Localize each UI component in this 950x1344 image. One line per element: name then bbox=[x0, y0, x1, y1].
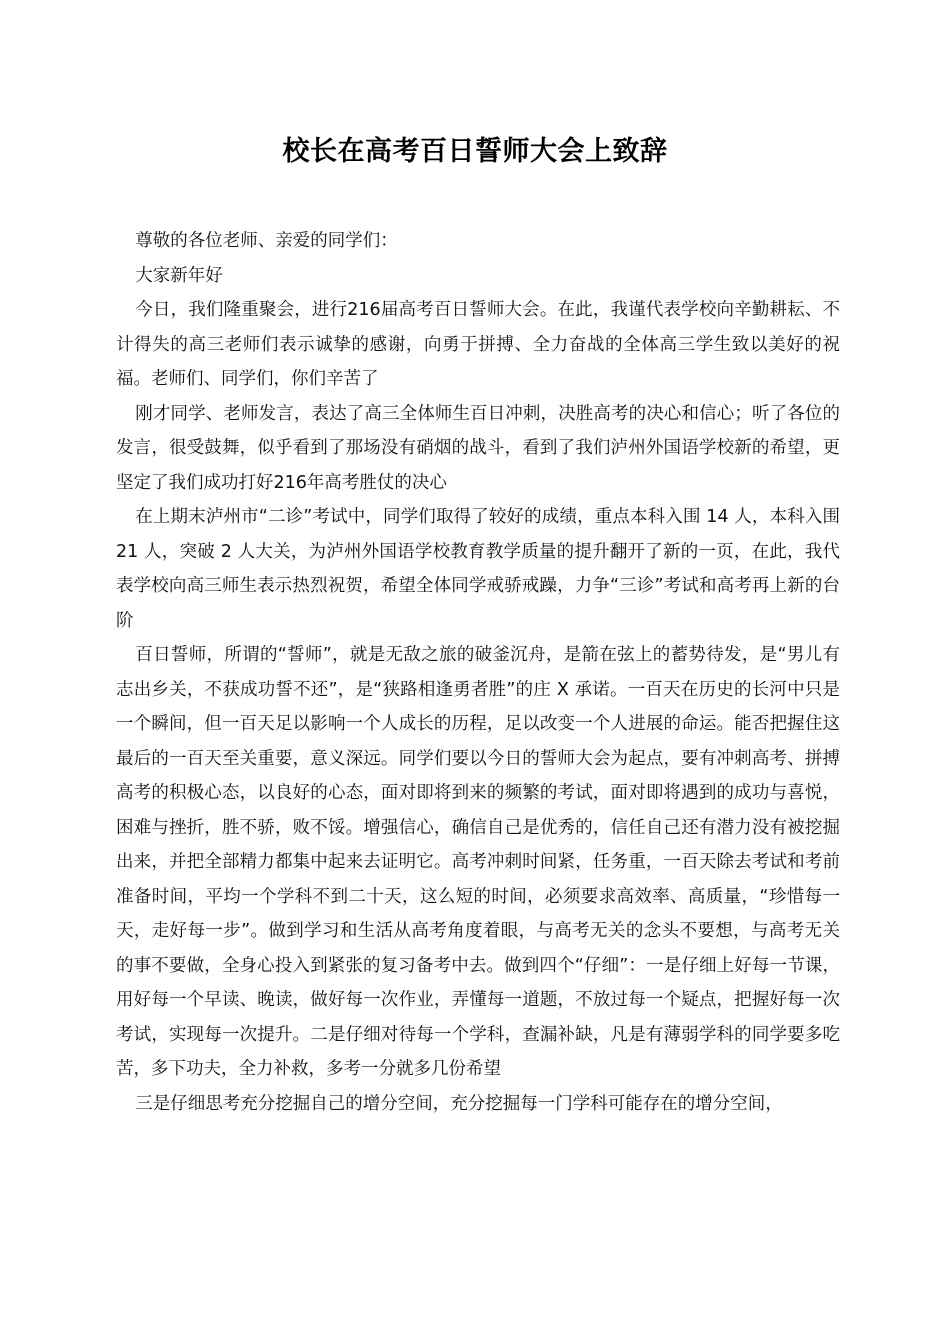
document-title: 校长在高考百日誓师大会上致辞 bbox=[282, 136, 668, 167]
paragraph-salutation: 尊敬的各位老师、亲爱的同学们： bbox=[135, 231, 398, 251]
paragraph: 三是仔细思考充分挖掘自己的增分空间，充分挖掘每一门学科可能存在的增分空间， bbox=[135, 1093, 783, 1114]
document-body bbox=[116, 224, 840, 1121]
paragraph: 刚才同学、老师发言，表达了高三全体师生百日冲刺，决胜高考的决心和信心；听了各位的发言，很受鼓舞，似乎看到了那场没有硝烟的战斗，看到了我们泸州外国语学校新的希望，更坚定了我们成功打好216年高考胜仗的决心 bbox=[116, 403, 840, 493]
paragraph: 百日誓师，所谓的“誓师”，就是无敌之旅的破釜沉舟，是箭在弦上的蓄势待发，是“男儿有志出乡关，不获成功誓不还”，是“狭路相逢勇者胜”的庄 X 承诺。一百天在历史的长河中只是一个瞬间，但一百天足以影响一个人成长的历程，足以改变一个人进展的命运。能否把握住这最后的一百天至关重要，意义深远。同学们要以今日的誓师大会为起点，要有冲刺高考、拼搏高考的积极心态，以良好的心态，面对即将到来的频繁的考试，面对即将遇到的成功与喜悦，困难与挫折，胜不骄，败不馁。增强信心，确信自己是优秀的，信任自己还有潜力没有被挖掘出来，并把全部精力都集中起来去证明它。高考冲刺时间紧，任务重，一百天除去考试和考前准备时间，平均一个学科不到二十天，这么短的时间，必须要求高效率、高质量，“珍惜每一天，走好每一步”。做到学习和生活从高考角度着眼，与高考无关的念头不要想，与高考无关的事不要做，全身心投入到紧张的复习备考中去。做到四个“仔细”：一是仔细上好每一节课，用好每一个早读、晚读，做好每一次作业，弄懂每一道题，不放过每一个疑点，把握好每一次考试，实现每一次提升。二是仔细对待每一个学科，查漏补缺，凡是有薄弱学科的同学要多吃苦，多下功夫，全力补救，多考一分就多几份希望 bbox=[116, 645, 840, 1079]
paragraph: 在上期末泸州市“二诊”考试中，同学们取得了较好的成绩，重点本科入围 14 人，本科入围 21 人，突破 2 人大关，为泸州外国语学校教育教学质量的提升翻开了新的一页，在此，我代表学校向高三师生表示热烈祝贺，希望全体同学戒骄戒躁，力争“三诊”考试和高考再上新的台阶 bbox=[116, 507, 840, 631]
paragraph-greeting: 大家新年好 bbox=[135, 265, 223, 286]
paragraph: 今日，我们隆重聚会，进行216届高考百日誓师大会。在此，我谨代表学校向辛勤耕耘、不计得失的高三老师们表示诚挚的感谢，向勇于拼搏、全力奋战的全体高三学生致以美好的祝福。老师们、同学们，你们辛苦了 bbox=[116, 300, 840, 389]
